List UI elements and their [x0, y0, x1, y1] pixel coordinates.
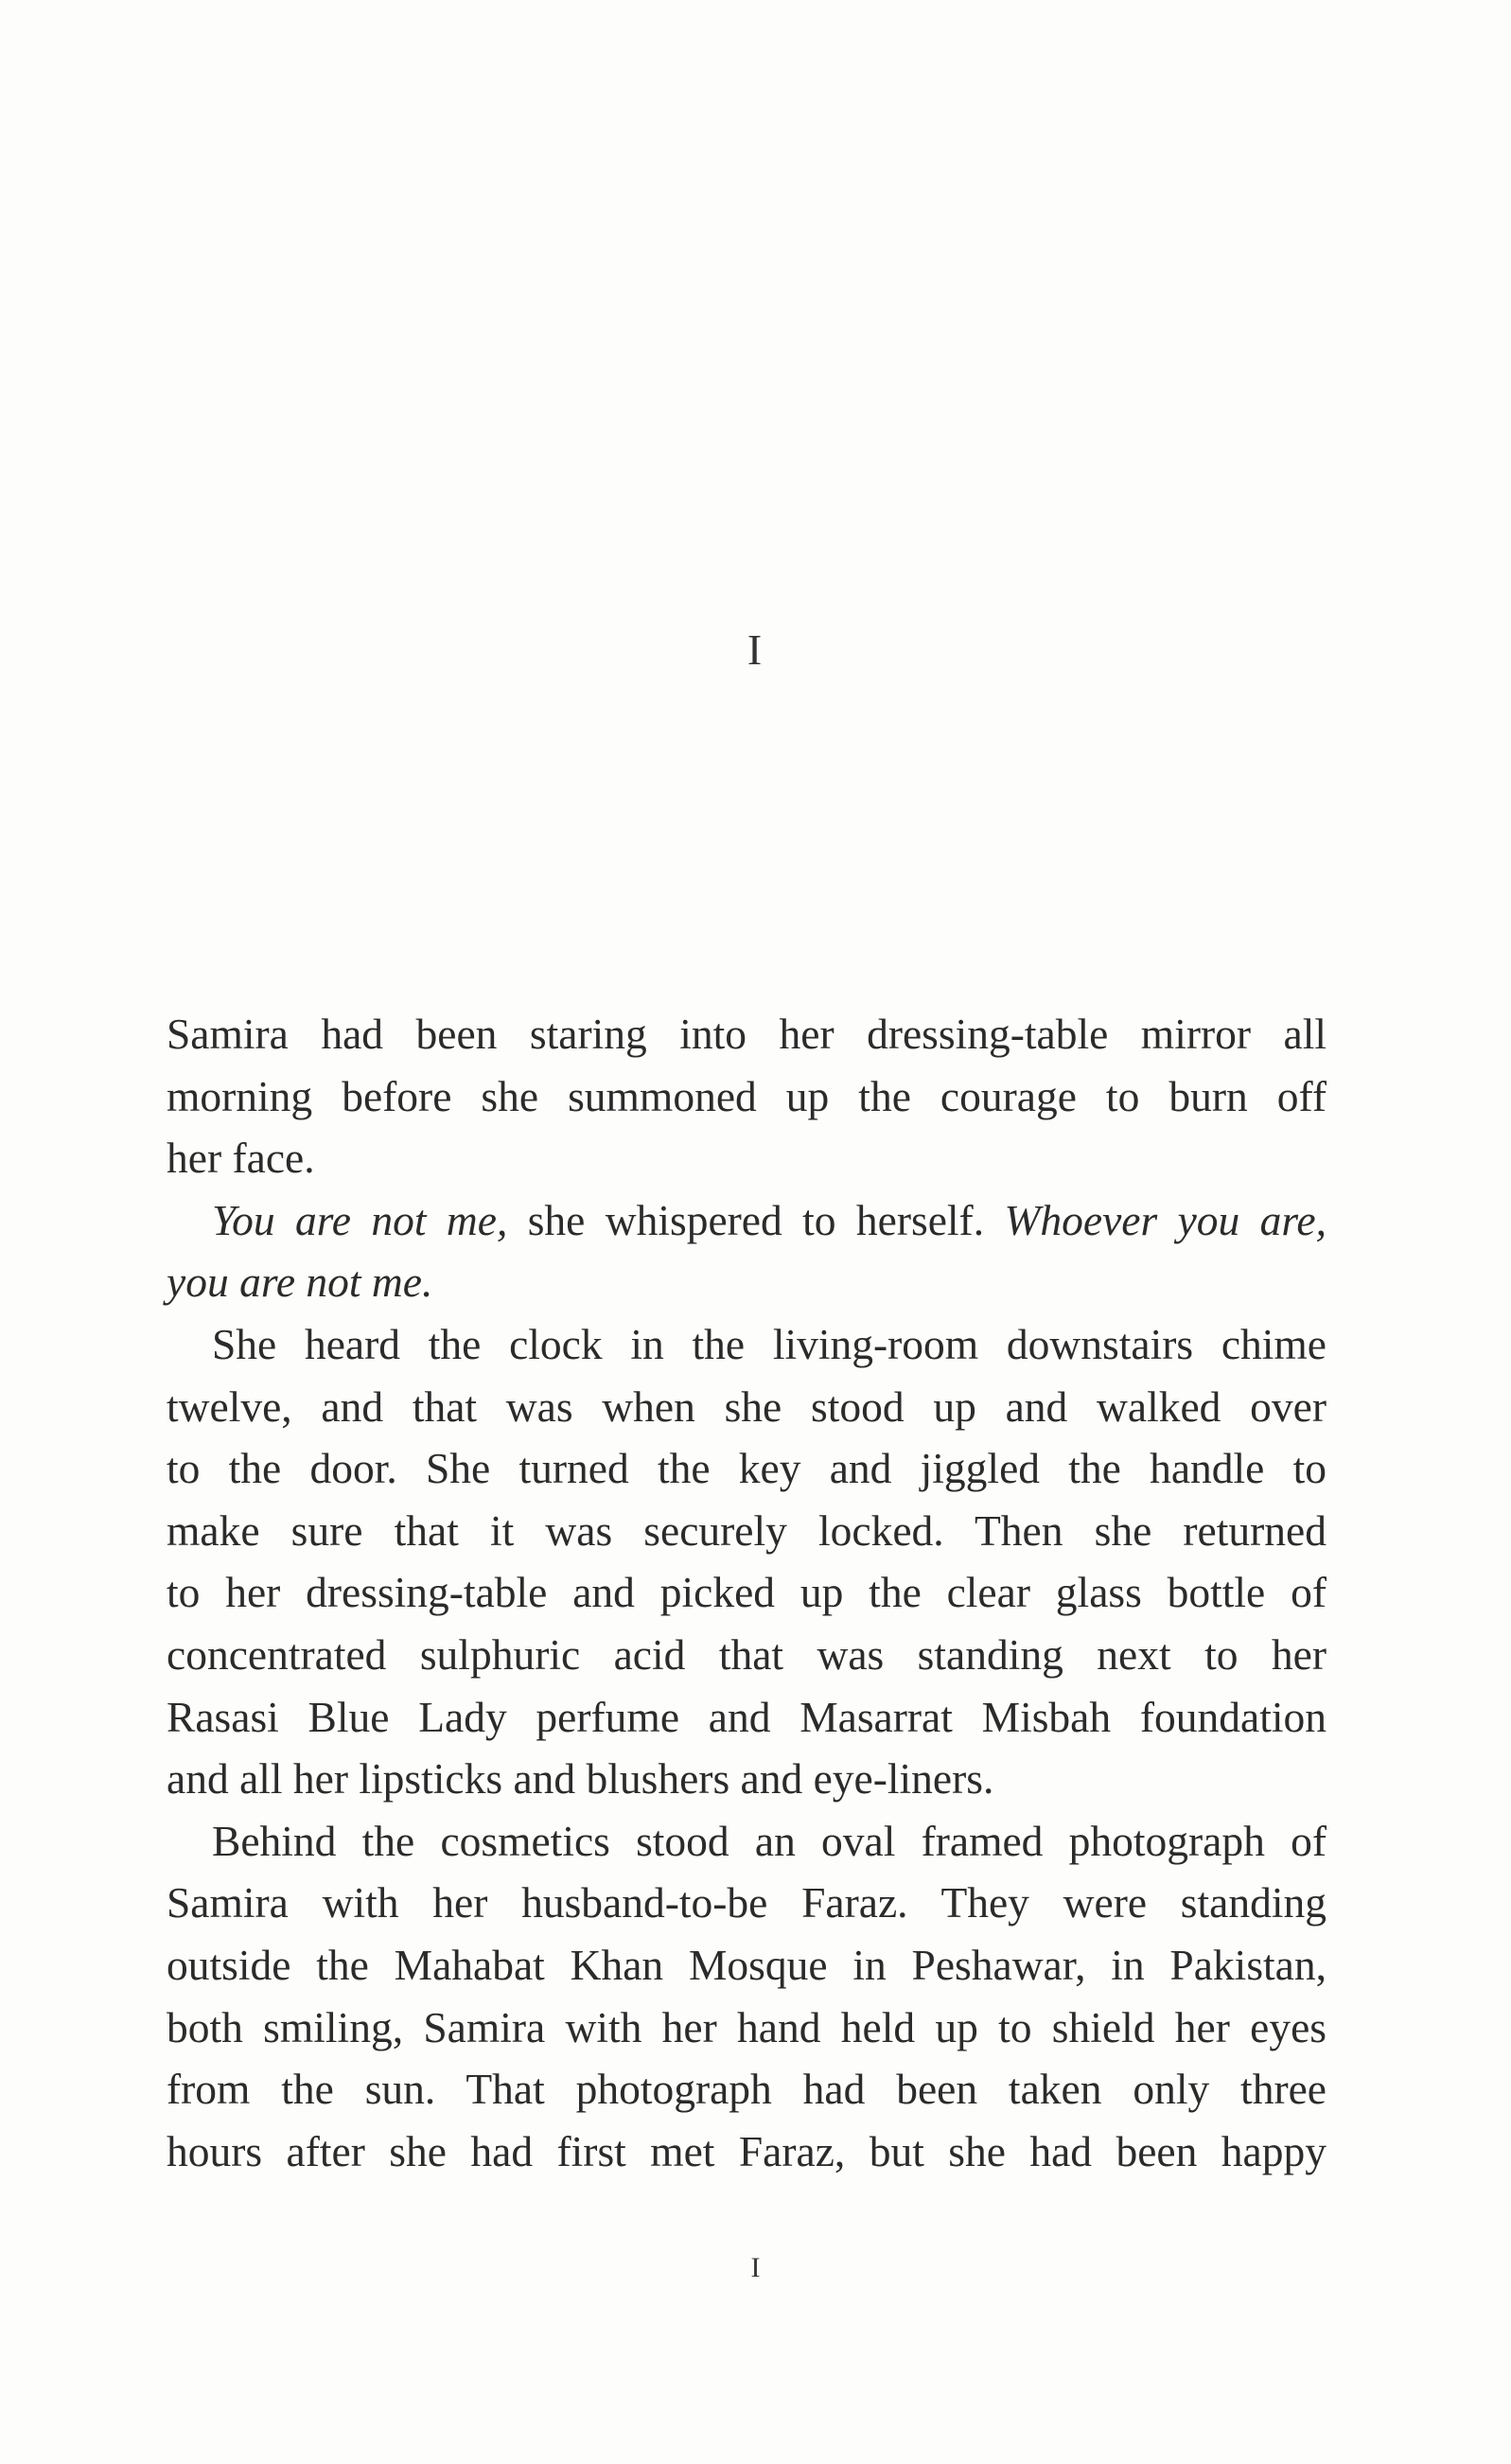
paragraph-4	[167, 1810, 1327, 2183]
text-line: to her dressing-table and picked up the clear glass bottle of	[167, 1568, 1327, 1617]
text-line: concentrated sulphuric acid that was standing next to her	[167, 1629, 1327, 1679]
text-line: Behind the cosmetics stood an oval framed photograph of	[212, 1816, 1327, 1865]
text-line: outside the Mahabat Khan Mosque in Peshawar, in Pakistan,	[167, 1940, 1327, 1989]
italic-text: Whoever you are,	[1004, 1195, 1327, 1244]
text-line: both smiling, Samira with her hand held up to shield her eyes	[167, 2002, 1327, 2051]
paragraph-1	[167, 1003, 1327, 1189]
text-line: She heard the clock in the living-room downstairs chime	[212, 1319, 1327, 1368]
paragraph-2	[167, 1189, 1327, 1313]
body-text	[167, 1003, 1327, 2182]
text-line: Rasasi Blue Lady perfume and Masarrat Misbah foundation	[167, 1692, 1327, 1741]
text-line: Samira had been staring into her dressing-table mirror all	[167, 1010, 1327, 1058]
text-line	[167, 1189, 1327, 1252]
text-line: make sure that it was securely locked. Then she returned	[167, 1505, 1327, 1555]
italic-text: you are not me.	[167, 1258, 433, 1307]
text-line: and all her lipsticks and blushers and eye-liners.	[167, 1754, 994, 1804]
text-line: Samira with her husband-to-be Faraz. They were standing	[167, 1878, 1327, 1927]
plain-text: she whispered to herself.	[507, 1195, 1005, 1244]
page-number: I	[750, 2252, 761, 2283]
chapter-number: I	[747, 625, 764, 674]
text-line: morning before she summoned up the courage to burn off	[167, 1071, 1327, 1120]
text-line: twelve, and that was when she stood up and walked over	[167, 1382, 1327, 1431]
text-line: hours after she had first met Faraz, but she had been happy	[167, 2126, 1327, 2175]
text-line: from the sun. That photograph had been taken only three	[167, 2065, 1327, 2114]
italic-text: You are not me,	[212, 1195, 508, 1244]
text-line	[167, 1251, 1327, 1313]
text-line: to the door. She turned the key and jiggled the handle to	[167, 1444, 1327, 1493]
paragraph-3	[167, 1313, 1327, 1810]
text-line: her face.	[167, 1134, 315, 1183]
